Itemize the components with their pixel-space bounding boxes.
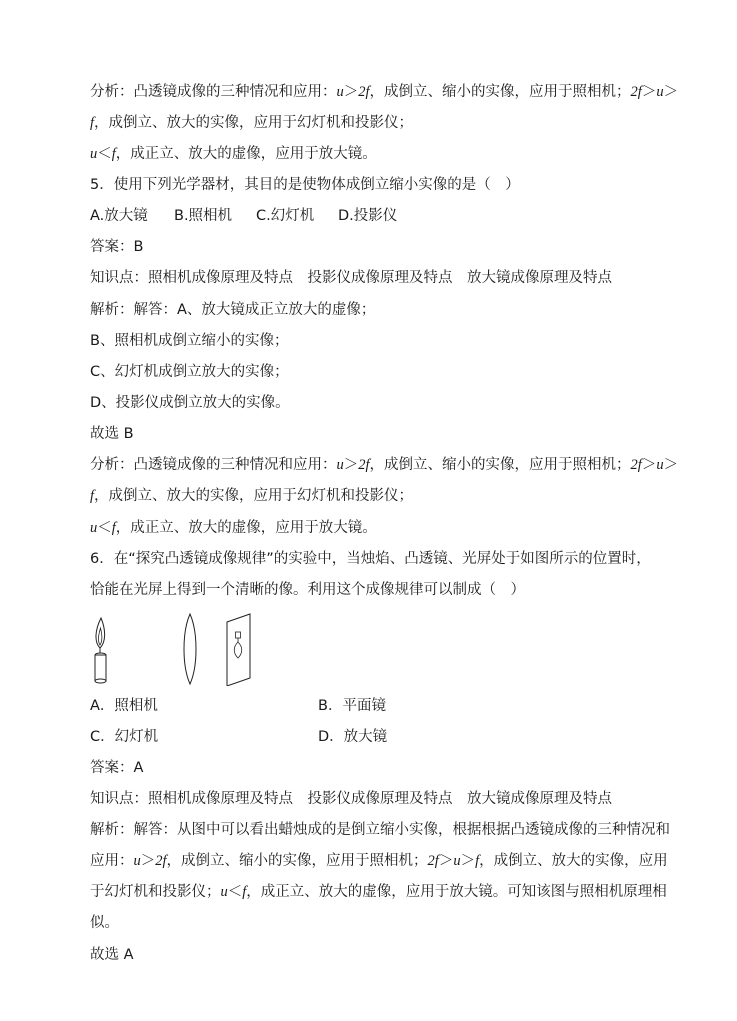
q6-analysis-line: 似。 bbox=[90, 915, 119, 931]
math-var: u bbox=[336, 457, 344, 473]
q5-knowledge: 知识点：照相机成像原理及特点 投影仪成像原理及特点 放大镜成像原理及特点 bbox=[90, 270, 612, 286]
math-var: f bbox=[111, 146, 116, 162]
text: 于幻灯机和投影仪； bbox=[90, 884, 221, 900]
text: 分析：凸透镜成像的三种情况和应用： bbox=[90, 457, 337, 473]
question-6-stem-line: 6．在“探究凸透镜成像规律”的实验中，当烛焰、凸透镜、光屏处于如图所示的位置时， bbox=[90, 551, 651, 567]
math-op: ＞ bbox=[343, 84, 359, 100]
math-var: u bbox=[220, 884, 228, 900]
question-5-stem: 5．使用下列光学器材，其目的是使物体成倒立缩小实像的是（ ） bbox=[90, 177, 520, 193]
math-op: ＞ bbox=[438, 853, 454, 869]
math-var: 2f bbox=[358, 84, 370, 100]
math-var: u bbox=[453, 853, 461, 869]
math-var: 2f bbox=[427, 853, 439, 869]
text: 分析：凸透镜成像的三种情况和应用： bbox=[90, 84, 337, 100]
math-var: f bbox=[90, 115, 95, 131]
text: ，成倒立、缩小的实像，应用于照相机； bbox=[166, 853, 428, 869]
math-var: u bbox=[90, 146, 98, 162]
analysis-line bbox=[90, 82, 678, 102]
q5-option-b: B.照相机 bbox=[174, 208, 233, 224]
math-var: f bbox=[475, 853, 480, 869]
q5-answer: 答案：B bbox=[90, 239, 144, 255]
math-op: ＜ bbox=[97, 146, 112, 162]
math-var: f bbox=[90, 488, 95, 504]
text: ，成倒立、缩小的实像，应用于照相机； bbox=[369, 84, 631, 100]
q6-analysis-line bbox=[90, 851, 668, 871]
q6-choice: 故选 A bbox=[90, 947, 134, 963]
q6-analysis-line bbox=[90, 882, 667, 902]
text: ，成正立、放大的虚像，应用于放大镜。 bbox=[115, 146, 377, 162]
math-var: f bbox=[111, 520, 116, 536]
analysis-line bbox=[90, 518, 377, 538]
text: ，成倒立、缩小的实像，应用于照相机； bbox=[369, 457, 631, 473]
math-op: ＞ bbox=[663, 457, 679, 473]
q5-analysis-line: B、照相机成倒立缩小的实像； bbox=[90, 333, 289, 349]
q5-analysis-line: C、幻灯机成倒立放大的实像； bbox=[90, 364, 289, 380]
math-op: ＜ bbox=[97, 520, 112, 536]
math-op: ＞ bbox=[140, 853, 156, 869]
convex-lens-icon bbox=[184, 614, 196, 684]
math-var: u bbox=[656, 457, 664, 473]
math-op: ＞ bbox=[460, 853, 476, 869]
math-var: u bbox=[90, 520, 98, 536]
text: 应用： bbox=[90, 853, 134, 869]
q6-option-c: C．幻灯机 bbox=[90, 729, 159, 745]
q6-option-d: D．放大镜 bbox=[318, 729, 388, 745]
math-var: 2f bbox=[155, 853, 167, 869]
math-op: ＞ bbox=[663, 84, 679, 100]
q5-analysis-line: 解析：解答：A、放大镜成正立放大的虚像； bbox=[90, 302, 376, 318]
question-6-stem-line: 恰能在光屏上得到一个清晰的像。利用这个成像规律可以制成（ ） bbox=[90, 582, 525, 598]
math-var: 2f bbox=[358, 457, 370, 473]
q5-choice: 故选 B bbox=[90, 426, 134, 442]
math-op: ＞ bbox=[641, 84, 657, 100]
q6-option-a: A．照相机 bbox=[90, 698, 158, 714]
q6-option-b: B．平面镜 bbox=[318, 698, 386, 714]
math-op: ＜ bbox=[227, 884, 243, 900]
math-var: 2f bbox=[630, 457, 642, 473]
q6-analysis-line: 解析：解答：从图中可以看出蜡烛成的是倒立缩小实像，根据根据凸透镜成像的三种情况和 bbox=[90, 822, 670, 838]
text: ，成倒立、放大的实像，应用于幻灯机和投影仪； bbox=[94, 115, 414, 131]
q6-answer: 答案：A bbox=[90, 760, 144, 776]
math-var: u bbox=[656, 84, 664, 100]
text: ，成正立、放大的虚像，应用于放大镜。可知该图与照相机原理相 bbox=[246, 884, 667, 900]
text: ，成正立、放大的虚像，应用于放大镜。 bbox=[115, 520, 377, 536]
lens-experiment-figure bbox=[90, 612, 280, 686]
math-var: 2f bbox=[630, 84, 642, 100]
math-var: u bbox=[336, 84, 344, 100]
analysis-line bbox=[90, 144, 377, 164]
math-op: ＞ bbox=[343, 457, 359, 473]
q5-analysis-line: D、投影仪成倒立放大的实像。 bbox=[90, 395, 290, 411]
math-op: ＞ bbox=[641, 457, 657, 473]
analysis-line bbox=[90, 455, 678, 475]
q6-knowledge: 知识点：照相机成像原理及特点 投影仪成像原理及特点 放大镜成像原理及特点 bbox=[90, 791, 612, 807]
math-var: f bbox=[242, 884, 247, 900]
text: ，成倒立、放大的实像，应用 bbox=[479, 853, 668, 869]
q5-option-d: D.投影仪 bbox=[338, 208, 398, 224]
candle-icon bbox=[95, 618, 106, 683]
light-screen-icon bbox=[227, 614, 250, 686]
analysis-line bbox=[90, 113, 413, 133]
math-var: u bbox=[133, 853, 141, 869]
analysis-line bbox=[90, 486, 413, 506]
q5-option-c: C.幻灯机 bbox=[256, 208, 315, 224]
q5-option-a: A.放大镜 bbox=[90, 208, 148, 224]
text: ，成倒立、放大的实像，应用于幻灯机和投影仪； bbox=[94, 488, 414, 504]
